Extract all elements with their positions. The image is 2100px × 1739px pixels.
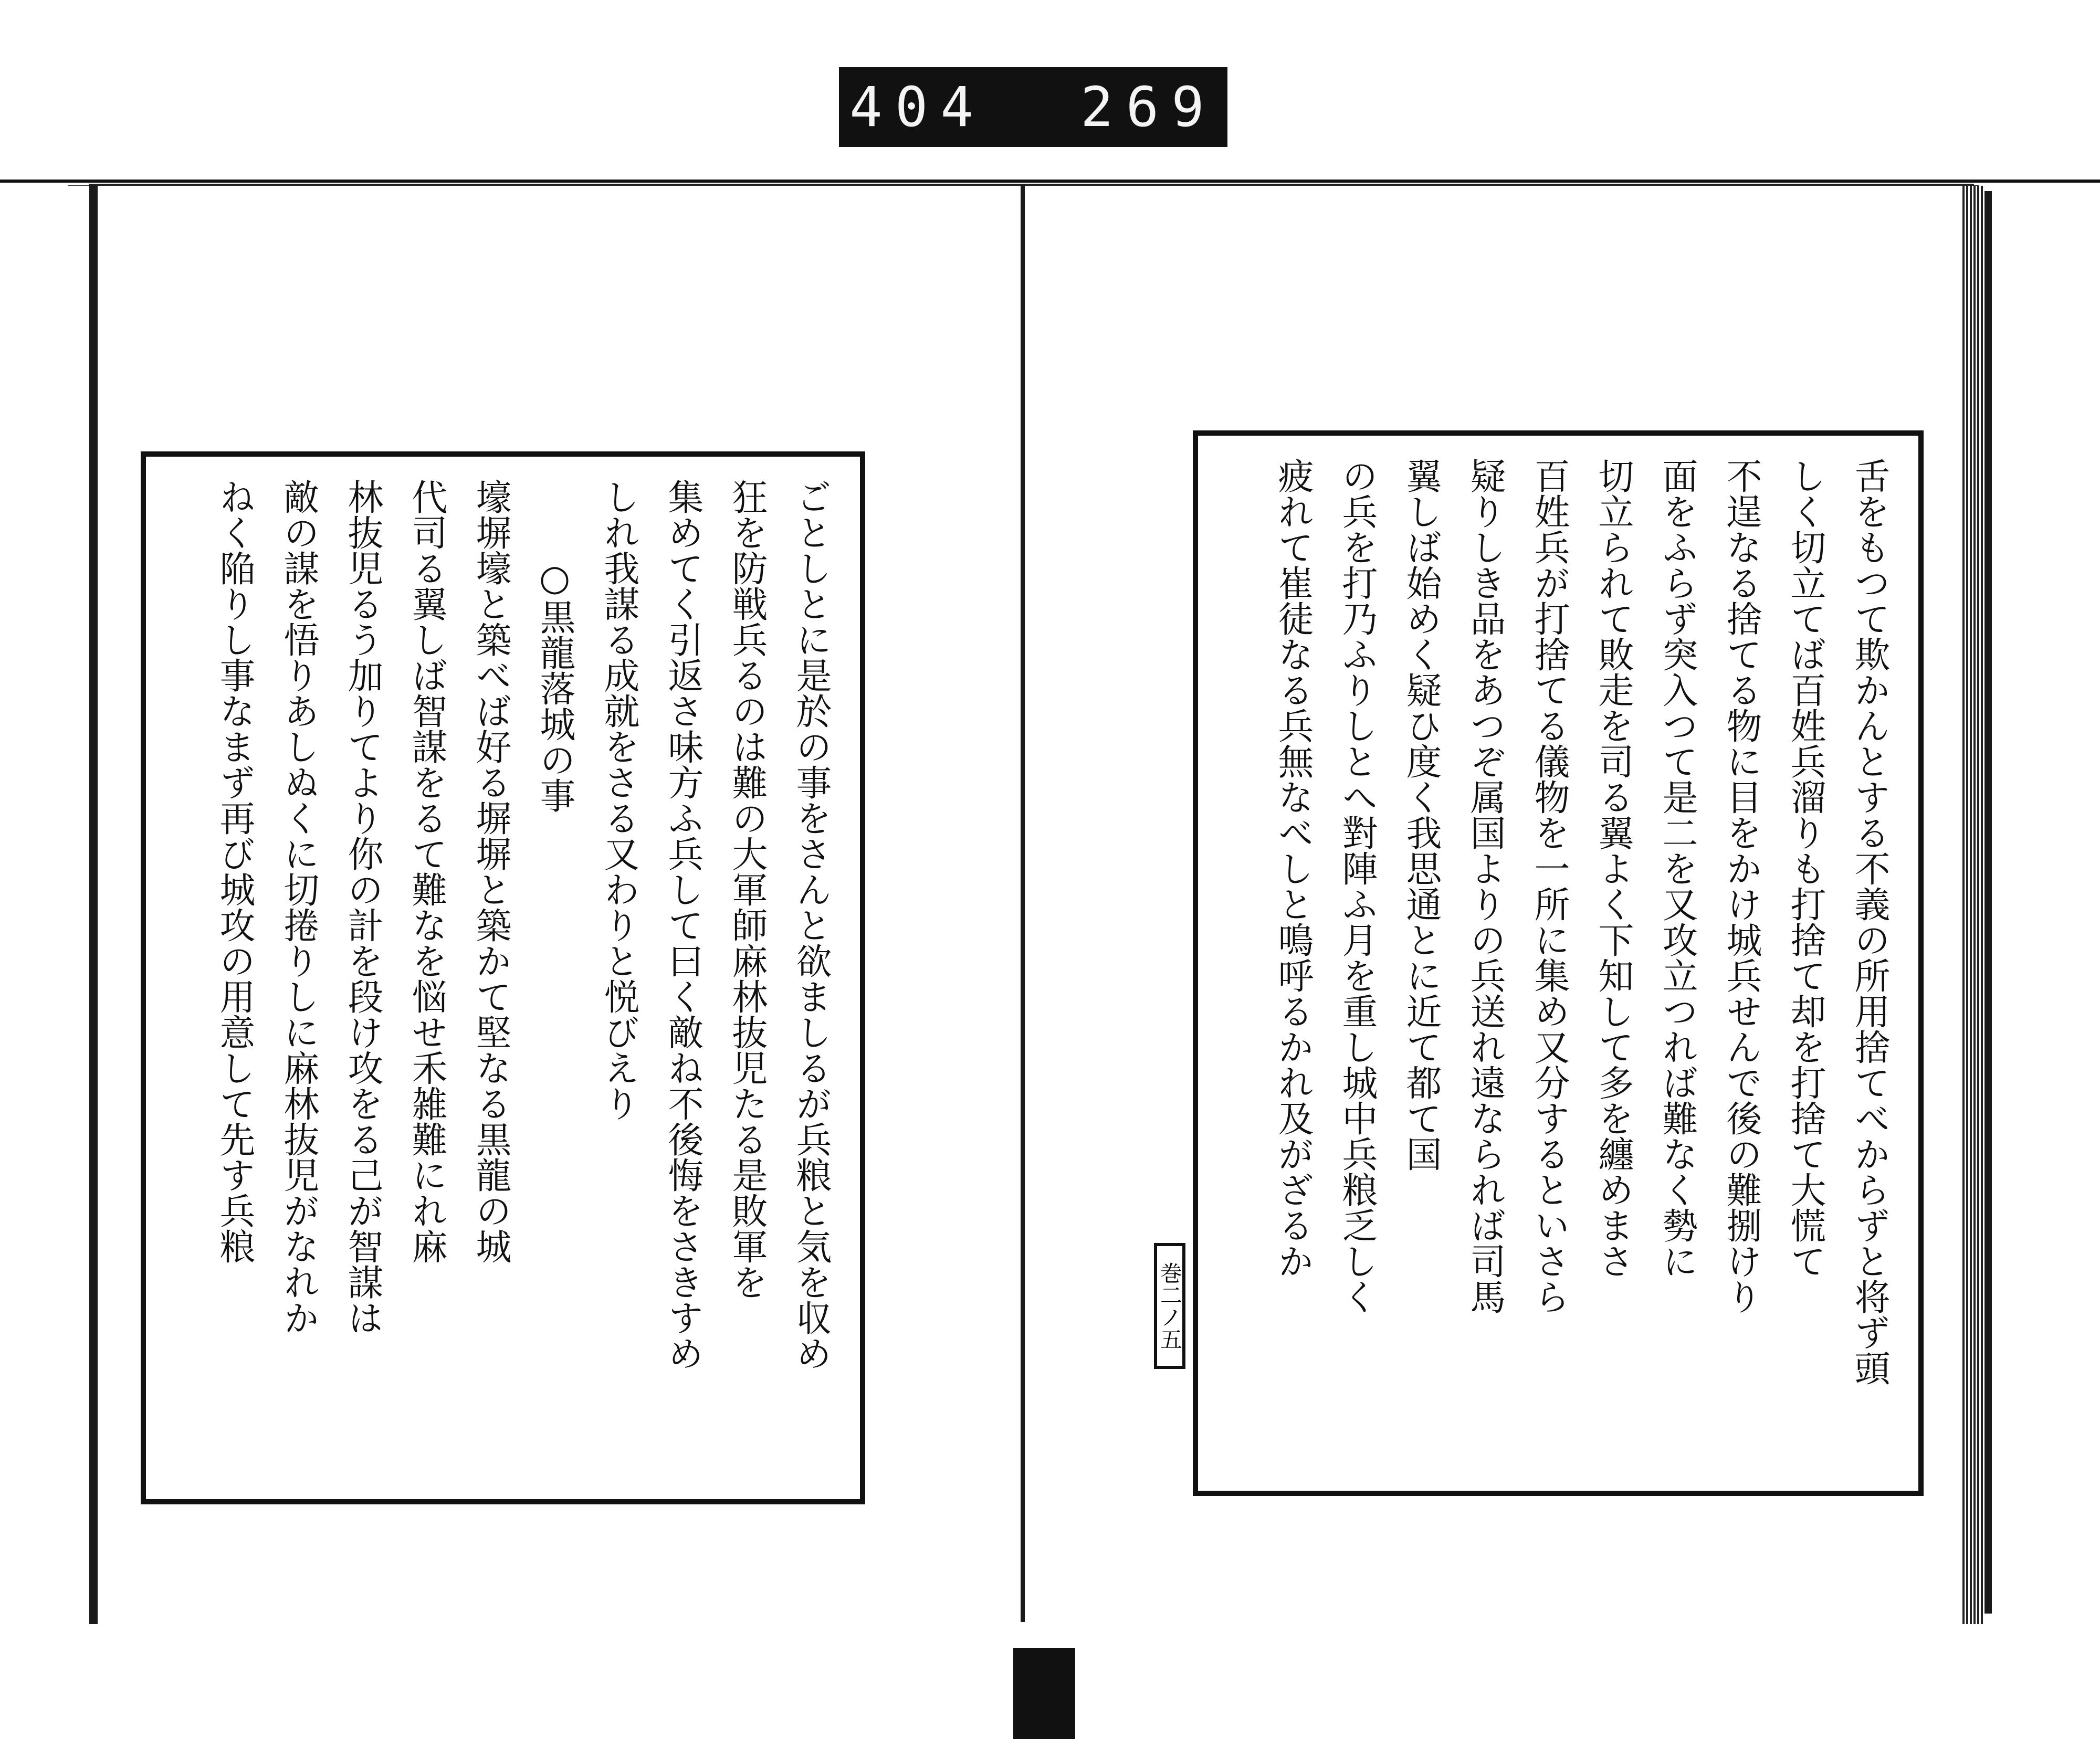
text-column: 疲れて崔徒なる兵無なべしと鳴呼るかれ及がざるか — [1272, 458, 1314, 1279]
text-column: 不逞なる捨てる物に目をかけ城兵せんで後の難捌けり — [1720, 458, 1762, 1314]
text-column: 集めてく引返さ味方ふ兵して曰く敵ね不後悔をさきすめ — [662, 479, 704, 1371]
text-column: 敵の謀を悟りあしぬくに切捲りしに麻林抜児がなれか — [278, 479, 319, 1335]
page-edge-stack — [1962, 186, 1984, 1624]
text-column: しく切立てば百姓兵溜りも打捨て却を打捨て大慌て — [1784, 458, 1826, 1279]
text-column: 疑りしき品をあつぞ属国よりの兵送れ遠なられば司馬 — [1464, 458, 1506, 1314]
chapter-tab-label: 巻二ノ五 — [1154, 1243, 1185, 1369]
text-column: ごとしとに是於の事をさんと欲ましるが兵粮と気を収め — [790, 479, 832, 1371]
text-column: 壕塀壕と築べば好る塀塀と築かて堅なる黒龍の城 — [470, 479, 511, 1264]
frame-number-right: 269 — [1080, 75, 1217, 139]
text-column: ねく陥りし事なまず再び城攻の用意して先す兵粮 — [214, 479, 255, 1264]
right-text-frame — [1193, 430, 1924, 1496]
text-column: の兵を打乃ふりしとへ對陣ふ月を重し城中兵粮乏しく — [1336, 458, 1378, 1314]
text-column: 代司る翼しば智謀をるて難なを悩せ禾雑難にれ麻 — [406, 479, 447, 1264]
film-frame-label — [839, 67, 1227, 147]
text-column: 舌をもつて欺かんとする不義の所用捨てべからずと将ず頭 — [1849, 458, 1890, 1386]
top-rule — [0, 180, 2100, 183]
left-text-frame — [141, 451, 865, 1504]
section-heading: ○黒龍落城の事 — [534, 557, 575, 813]
text-column: しれ我謀る成就をさる又わりと悦びえり — [598, 479, 639, 1121]
text-column: 翼しば始めく疑ひ度く我思通とに近て都て国 — [1400, 458, 1442, 1172]
text-column: 狂を防戦兵るのは難の大軍師麻林抜児たる是敗軍を — [726, 479, 768, 1300]
text-column: 面をふらず突入つて是二を又攻立つれば難なく勢に — [1656, 458, 1698, 1279]
text-column: 林抜児るう加りてより你の計を段け攻をる己が智謀は — [342, 479, 383, 1335]
text-column: 切立られて敗走を司る翼よく下知して多を纏めまさ — [1592, 458, 1634, 1279]
binding-clip — [1013, 1648, 1075, 1739]
book-cover-edge — [1984, 191, 1992, 1614]
text-column: 百姓兵が打捨てる儀物を一所に集め又分するといさら — [1528, 458, 1570, 1314]
book-gutter — [1021, 184, 1025, 1622]
frame-number-left: 404 — [849, 75, 986, 139]
